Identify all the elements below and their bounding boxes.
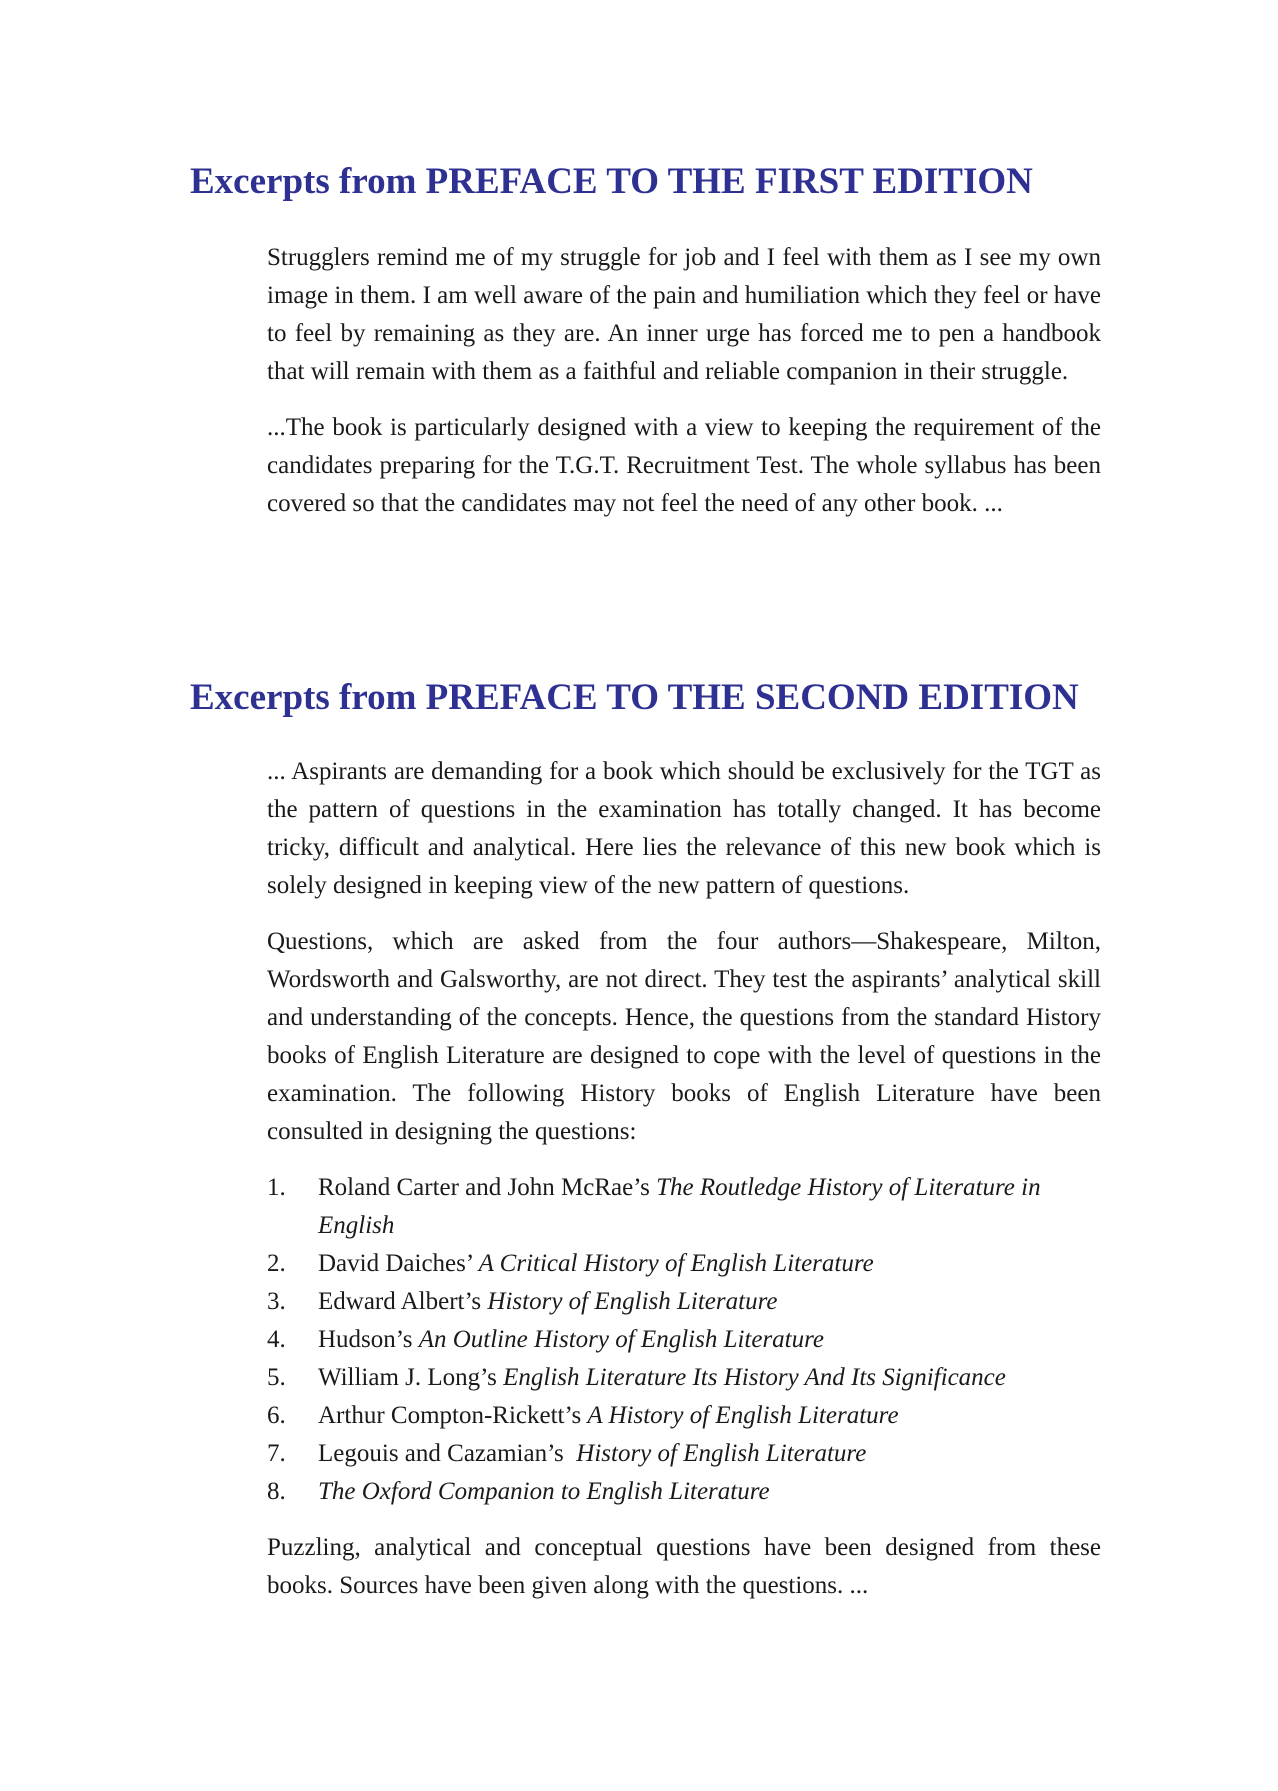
reference-title: English Literature Its History And Its Significance xyxy=(503,1364,1006,1391)
reference-author: Legouis and Cazamian’s xyxy=(318,1440,577,1467)
reference-title: A Critical History of English Literature xyxy=(478,1250,874,1277)
reference-number: 5. xyxy=(267,1364,286,1391)
reference-title: An Outline History of English Literature xyxy=(418,1326,825,1353)
paragraph: Questions, which are asked from the four authors—Shakespeare, Milton, Wordsworth and Galsworthy, are not direct. They test the aspirants’ analytical skill and understanding of the concepts. Hence, the questions from the standard History books of English Literature are designed to cope with the level of questions in the examination. The following History books of English Literature have been consulted in designing the questions: xyxy=(267,928,1101,1145)
reference-entry xyxy=(318,1397,1101,1435)
reference-item xyxy=(267,1397,1101,1435)
paragraph: Strugglers remind me of my struggle for job and I feel with them as I see my own image in them. I am well aware of the pain and humiliation which they feel or have to feel by remaining as they are. An inner urge has forced me to pen a handbook that will remain with them as a faithful and reliable companion in their struggle. xyxy=(267,244,1101,385)
reference-entry xyxy=(318,1321,1101,1359)
reference-author: Hudson’s xyxy=(318,1326,419,1353)
reference-title: History of English Literature xyxy=(576,1440,867,1467)
paragraph: ...The book is particularly designed with a view to keeping the requirement of the candidates preparing for the T.G.T. Recruitment Test. The whole syllabus has been covered so that the candidates may not feel the need of any other book. ... xyxy=(267,414,1101,517)
reference-entry xyxy=(318,1169,1101,1245)
reference-author: Edward Albert’s xyxy=(318,1288,488,1315)
reference-entry xyxy=(318,1473,1101,1511)
reference-author: David Daiches’ xyxy=(318,1250,479,1277)
reference-title: A History of English Literature xyxy=(587,1402,899,1429)
reference-number: 7. xyxy=(267,1440,286,1467)
reference-title: The Routledge History of Literature in English xyxy=(318,1174,1041,1239)
reference-title: History of English Literature xyxy=(487,1288,778,1315)
reference-list xyxy=(267,1169,1101,1511)
reference-number: 2. xyxy=(267,1250,286,1277)
paragraph: ... Aspirants are demanding for a book which should be exclusively for the TGT as the pattern of questions in the examination has totally changed. It has become tricky, difficult and analytical. Here lies the relevance of this new book which is solely designed in keeping view of the new pattern of questions. xyxy=(267,758,1101,899)
reference-author: William J. Long’s xyxy=(318,1364,504,1391)
closing-paragraph: Puzzling, analytical and conceptual questions have been designed from these books. Sources have been given along with the questions. ... xyxy=(267,1534,1101,1599)
reference-title: The Oxford Companion to English Literature xyxy=(318,1478,770,1505)
reference-author: Roland Carter and John McRae’s xyxy=(318,1174,657,1201)
second-edition-body xyxy=(267,753,1101,1605)
reference-item xyxy=(267,1473,1101,1511)
reference-entry xyxy=(318,1245,1101,1283)
reference-number: 1. xyxy=(267,1174,286,1201)
reference-item xyxy=(267,1169,1101,1245)
first-edition-body xyxy=(267,239,1101,523)
reference-item xyxy=(267,1283,1101,1321)
reference-author: Arthur Compton-Rickett’s xyxy=(318,1402,588,1429)
second-edition-heading: Excerpts from PREFACE TO THE SECOND EDITION xyxy=(190,677,1079,718)
reference-item xyxy=(267,1321,1101,1359)
reference-number: 4. xyxy=(267,1326,286,1353)
reference-number: 6. xyxy=(267,1402,286,1429)
reference-number: 3. xyxy=(267,1288,286,1315)
reference-entry xyxy=(318,1435,1101,1473)
reference-item xyxy=(267,1245,1101,1283)
reference-item xyxy=(267,1359,1101,1397)
reference-entry xyxy=(318,1359,1101,1397)
reference-item xyxy=(267,1435,1101,1473)
first-edition-heading: Excerpts from PREFACE TO THE FIRST EDITION xyxy=(190,161,1033,202)
reference-entry xyxy=(318,1283,1101,1321)
reference-number: 8. xyxy=(267,1478,286,1505)
